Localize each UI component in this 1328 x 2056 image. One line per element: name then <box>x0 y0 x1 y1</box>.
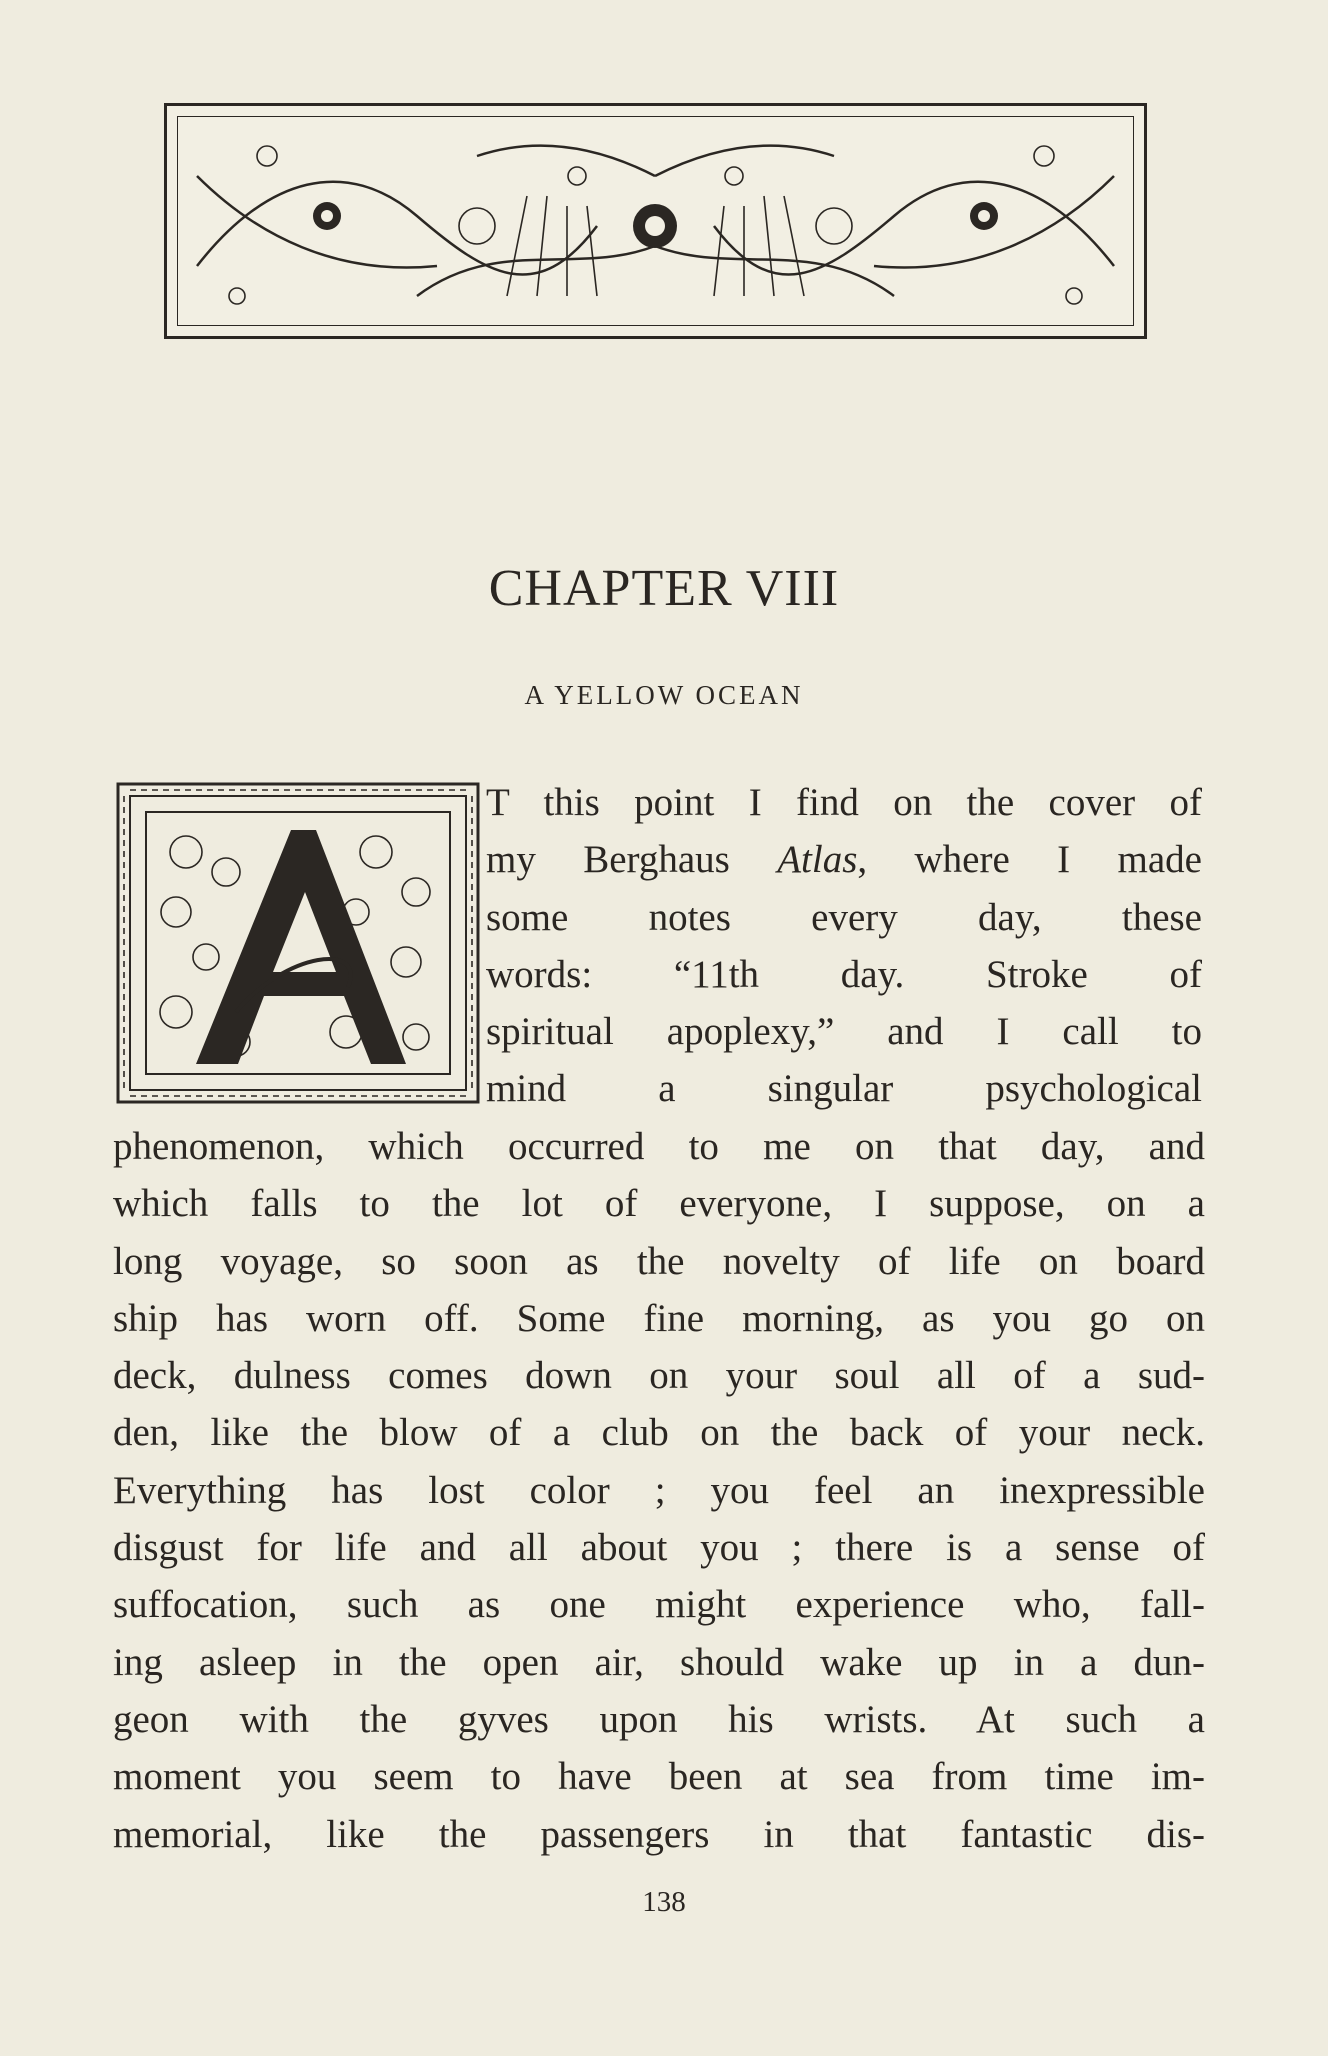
text-line: ship has worn off. Some fine morning, as you go on <box>113 1296 1205 1340</box>
ornamental-headpiece <box>164 103 1147 339</box>
wrapped-paragraph-lines <box>486 774 1202 1118</box>
text-line: den, like the blow of a club on the back of your neck. <box>113 1411 1205 1455</box>
text-line: moment you seem to have been at sea from time im- <box>113 1755 1205 1799</box>
chapter-heading: CHAPTER VIII <box>488 560 840 617</box>
text-line: my Berghaus Atlas, where I made <box>486 838 1202 882</box>
text-line: geon with the gyves upon his wrists. At such a <box>113 1697 1205 1741</box>
chapter-subtitle: A YELLOW OCEAN <box>524 680 804 710</box>
text-line: spiritual apoplexy,” and I call to <box>486 1010 1202 1054</box>
drop-cap-letter-text: A <box>116 782 117 783</box>
text-line: some notes every day, these <box>486 895 1202 939</box>
book-title-italic: Atlas <box>777 838 858 882</box>
body-paragraph <box>113 1118 1205 1863</box>
drop-cap-letter-a <box>196 830 406 1064</box>
text-line: disgust for life and all about you ; there is a sense of <box>113 1526 1205 1570</box>
floral-scroll-ornament <box>177 116 1134 326</box>
text-line: long voyage, so soon as the novelty of life on board <box>113 1239 1205 1283</box>
text-line: which falls to the lot of everyone, I suppose, on a <box>113 1182 1205 1226</box>
text-line: mind a singular psychological <box>486 1067 1202 1111</box>
text-line: phenomenon, which occurred to me on that day, and <box>113 1125 1205 1168</box>
text-line: words: “11th day. Stroke of <box>486 952 1202 996</box>
text-line: ing asleep in the open air, should wake up in a dun- <box>113 1640 1205 1684</box>
text-line: Everything has lost color ; you feel an inexpressible <box>113 1468 1205 1512</box>
decorated-drop-capital <box>116 782 480 1104</box>
text-line: suffocation, such as one might experience who, fall- <box>113 1583 1205 1627</box>
text-line: deck, dulness comes down on your soul all of a sud- <box>113 1354 1205 1398</box>
text-line: T this point I find on the cover of <box>486 781 1202 824</box>
text-line: memorial, like the passengers in that fantastic dis- <box>113 1812 1205 1856</box>
page-number: 138 <box>642 1886 686 1918</box>
